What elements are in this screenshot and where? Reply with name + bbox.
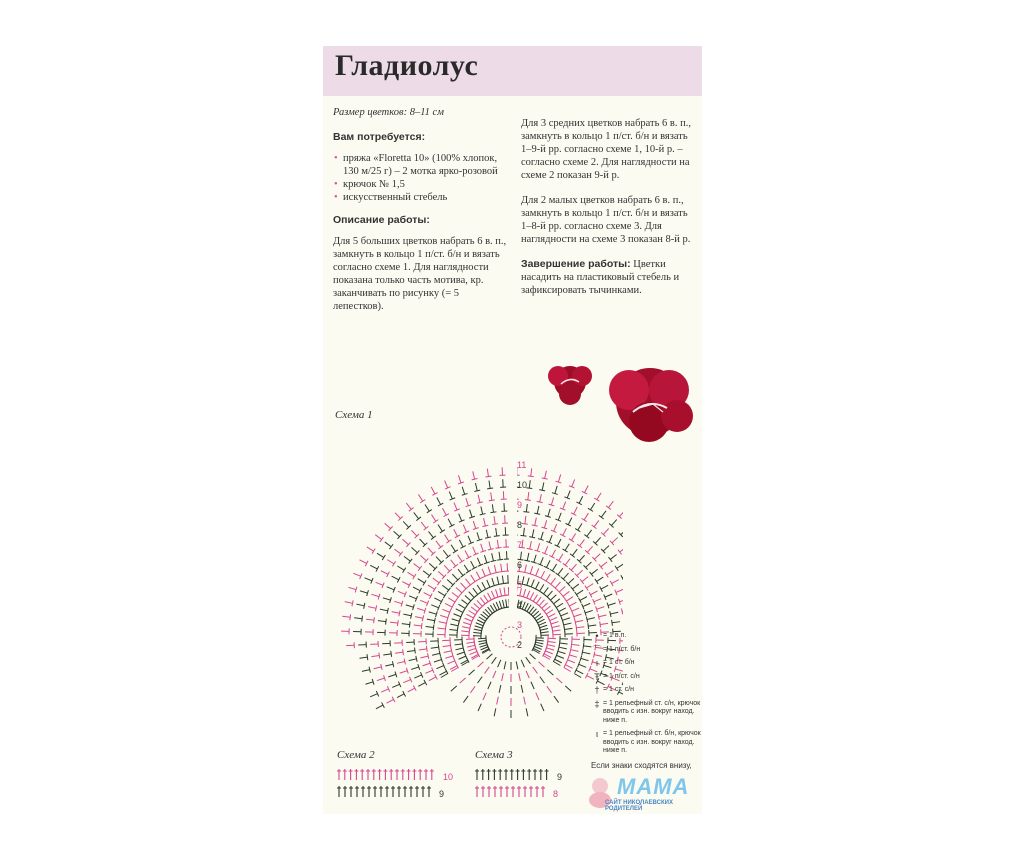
row-number: 10: [517, 480, 528, 490]
scheme-2-label: Схема 2: [337, 749, 375, 761]
left-column: [333, 106, 511, 325]
scheme-3-row-8: 8: [553, 789, 559, 799]
scheme-3-label: Схема 3: [475, 749, 513, 761]
material-item: • крючок № 1,5: [333, 178, 511, 191]
finish-paragraph: [521, 258, 697, 297]
materials-list: [333, 152, 511, 204]
row-number: 8: [517, 520, 523, 530]
work-description: Для 5 больших цветков набрать 6 в. п., замкнуть в кольцо 1 п/ст. б/н и вязать согласно схеме 1. Для наглядности показана только часть мотива, кр. заканчивать по рисунку (= 5 лепестков).: [333, 236, 507, 312]
symbol-legend: [591, 632, 701, 770]
chain-stitch-icon: •: [595, 631, 599, 641]
material-item: • пряжа «Floretta 10» (100% хлопок, 130 м/25 г) – 2 мотка ярко-розовой: [333, 152, 511, 178]
title-band: [323, 46, 702, 96]
legend-item: • = 1 в.п.: [591, 632, 701, 641]
right-column: [521, 117, 697, 309]
scheme-1-label: Схема 1: [335, 409, 373, 421]
legend-item: Ŧ = 1 п/ст. с/н: [591, 673, 701, 682]
watermark-subtitle: САЙТ НИКОЛАЕВСКИХ РОДИТЕЛЕЙ: [605, 800, 673, 812]
page-title: Гладиолус: [335, 49, 479, 82]
legend-item: † = 1 ст. с/н: [591, 686, 701, 695]
legend-item: ⌒ = 1 п/ст. б/н: [592, 644, 641, 655]
legend-note: Если знаки сходятся внизу,: [591, 760, 692, 770]
row-number: 3: [517, 620, 523, 630]
site-watermark: [585, 774, 700, 810]
scheme-3-row-9: 9: [557, 772, 563, 782]
material-item: • искусственный стебель: [333, 191, 511, 204]
back-post-sc-icon: ι: [596, 729, 598, 739]
flower-size: Размер цветков: 8–11 см: [333, 107, 444, 118]
legend-item: ı = 1 ст. б/н: [591, 659, 701, 668]
scheme-2-diagram: [335, 766, 470, 802]
legend-item: ‡ = 1 рельефный ст. с/н, крючок вводить с изн. вокруг наход. ниже п.: [591, 700, 701, 726]
row-number: 2: [517, 640, 523, 650]
row-number: 6: [517, 560, 523, 570]
double-crochet-icon: †: [594, 685, 600, 695]
back-post-dc-icon: ‡: [594, 698, 600, 709]
row-number: 5: [517, 580, 523, 590]
watermark-title: МАМА: [617, 774, 690, 799]
scheme-2-row-9: 9: [439, 789, 445, 799]
finish-text: Цветки насадить на пластиковый стебель и зафиксировать тычинками.: [521, 259, 680, 296]
row-number: 7: [517, 540, 523, 550]
work-heading: Описание работы:: [333, 214, 430, 226]
row-number: 4: [517, 600, 523, 610]
small-flower-image: [548, 366, 592, 405]
row-number: 9: [517, 500, 523, 510]
pattern-page: [323, 46, 702, 814]
scheme-3-diagram: [473, 766, 573, 802]
half-double-crochet-icon: Ŧ: [594, 671, 600, 682]
legend-item: ι = 1 рельефный ст. б/н, крючок вводить с изн. вокруг наход. ниже п.: [591, 730, 701, 756]
finish-heading: Завершение работы:: [521, 258, 631, 270]
medium-flowers-text: Для 3 средних цветков набрать 6 в. п., замкнуть в кольцо 1 п/ст. б/н и вязать 1–9-й рр. согласно схеме 1, 10-й р. – согласно схеме 2. Для наглядности на схеме 2 показан 9-й р.: [521, 118, 691, 181]
single-crochet-icon: ı: [595, 658, 599, 668]
small-flowers-text: Для 2 малых цветков набрать 6 в. п., замкнуть в кольцо 1 п/ст. б/н и вязать 1–8-й рр. согласно схеме 3. Для наглядности на схеме 3 показан 8-й р.: [521, 195, 691, 245]
slip-stitch-icon: ⌒: [592, 644, 602, 655]
scheme-2-row-10: 10: [443, 772, 454, 782]
materials-heading: Вам потребуется:: [333, 131, 426, 143]
scheme-1-diagram: [333, 404, 623, 740]
row-number: 11: [517, 460, 527, 470]
